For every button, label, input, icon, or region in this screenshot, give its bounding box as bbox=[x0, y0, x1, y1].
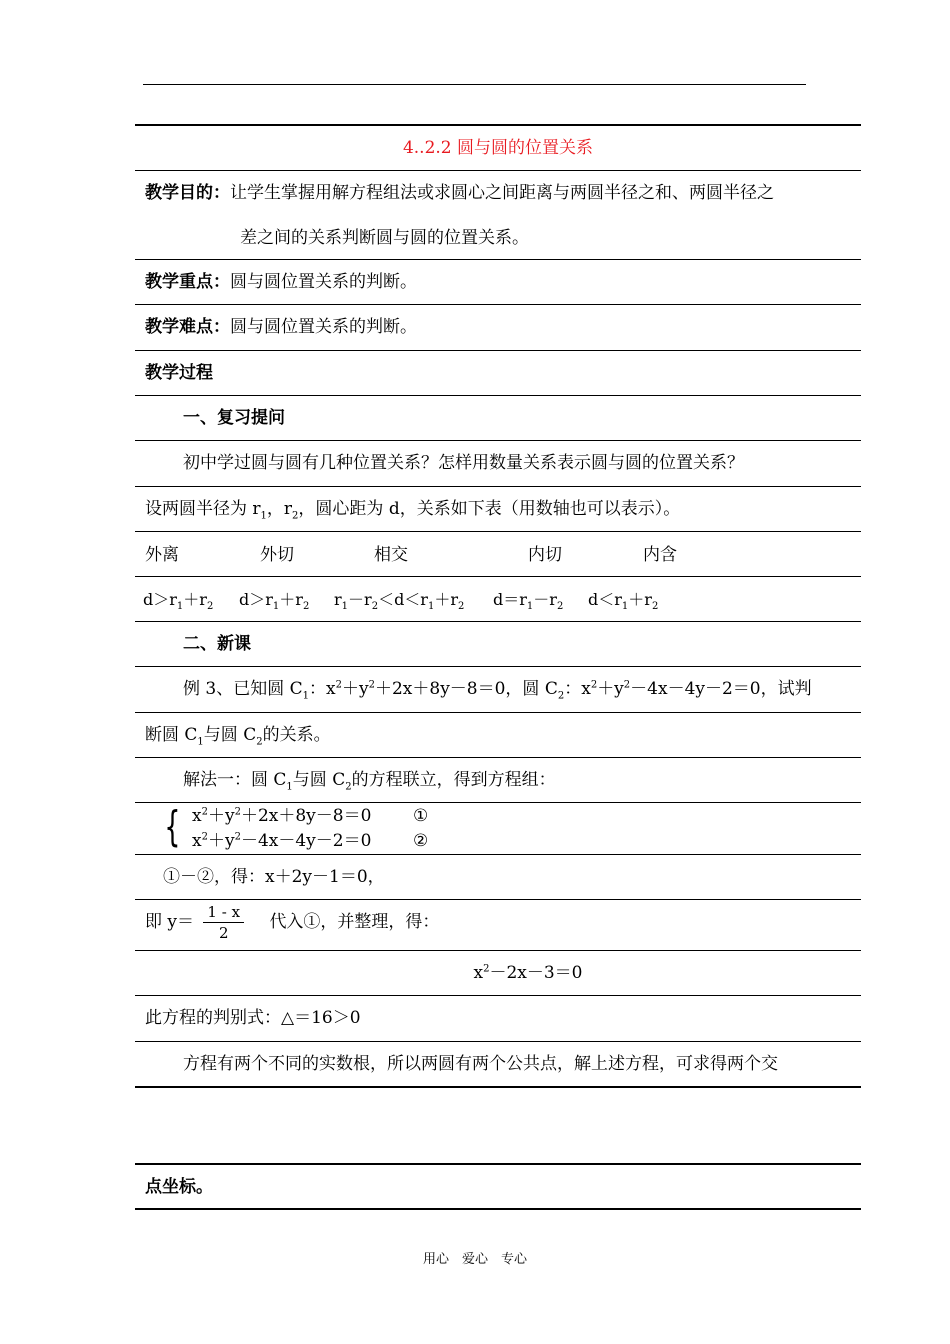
relations-row bbox=[135, 532, 861, 577]
conclusion-line-1: 方程有两个不同的实数根，所以两圆有两个公共点，解上述方程，可求得两个交 bbox=[135, 1042, 861, 1088]
method-one-text: 解法一：圆 $C_1$与圆 $C_2$的方程联立，得到方程组： bbox=[135, 758, 861, 803]
equation-2: $x^2+y^2-4x-4y-2=0$ bbox=[192, 831, 372, 851]
page-title: 4..2.2 圆与圆的位置关系 bbox=[135, 126, 861, 171]
relation-label: 内含 bbox=[643, 545, 677, 565]
objective-label: 教学目的： bbox=[145, 183, 230, 203]
section-review-heading: 一、复习提问 bbox=[135, 396, 861, 441]
review-question: 初中学过圆与圆有几种位置关系？怎样用数量关系表示圆与圆的位置关系？ bbox=[135, 441, 861, 487]
section-new-heading: 二、新课 bbox=[135, 622, 861, 667]
relation-label: 相交 bbox=[374, 545, 408, 565]
equation-1-number: ① bbox=[413, 806, 429, 826]
relation-formula: $d>r_1+r_2$ bbox=[143, 590, 214, 613]
objective-row bbox=[135, 171, 861, 260]
equation-1: $x^2+y^2+2x+8y-8=0$ bbox=[192, 806, 372, 826]
relation-formula: $d>r_1+r_2$ bbox=[239, 590, 310, 613]
process-heading: 教学过程 bbox=[135, 351, 861, 396]
example-line-1: 例 3、已知圆 $C_1$：$x^2+y^2+2x+8y-8=0$，圆 $C_2$：$x^2+y^2-4x-4y-2=0$，试判 bbox=[135, 667, 861, 713]
relation-label: 外切 bbox=[260, 545, 294, 565]
difficulty-text: 圆与圆位置关系的判断。 bbox=[230, 317, 417, 337]
relation-label: 内切 bbox=[528, 545, 562, 565]
objective-text-1: 让学生掌握用解方程组法或求圆心之间距离与两圆半径之和、两圆半径之 bbox=[230, 183, 774, 203]
relation-label: 外离 bbox=[145, 545, 179, 565]
relations-formula-row bbox=[135, 577, 861, 622]
equation-2-number: ② bbox=[413, 831, 429, 851]
footer-text: 用心 爱心 专心 bbox=[422, 1252, 527, 1267]
conclusion-line-2: 点坐标。 bbox=[135, 1165, 861, 1210]
relation-formula: $r_1-r_2<d<r_1+r_2$ bbox=[334, 590, 465, 613]
example-line-2: 断圆 $C_1$与圆 $C_2$的关系。 bbox=[135, 713, 861, 758]
equation-system bbox=[135, 803, 861, 855]
difficulty-label: 教学难点： bbox=[145, 317, 230, 337]
substitute-step: 即 y＝ $\frac{1 - x}{2}$ 代入①，并整理，得： bbox=[135, 900, 861, 951]
key-point-row bbox=[135, 260, 861, 305]
setup-text: 设两圆半径为 $r_1$，$r_2$，圆心距为 d，关系如下表（用数轴也可以表示）。 bbox=[135, 487, 861, 532]
relation-formula: $d=r_1-r_2$ bbox=[493, 590, 564, 613]
discriminant-text: 此方程的判别式：△＝16＞0 bbox=[135, 996, 861, 1042]
objective-text-2: 差之间的关系判断圆与圆的位置关系。 bbox=[240, 228, 529, 248]
header-rule bbox=[143, 84, 806, 85]
brace-icon: { bbox=[164, 802, 181, 851]
difficulty-row bbox=[135, 305, 861, 351]
relation-formula: $d<r_1+r_2$ bbox=[588, 590, 659, 613]
subtract-step: ①－②，得：x＋2y－1＝0， bbox=[135, 855, 861, 900]
key-point-label: 教学重点： bbox=[145, 272, 230, 292]
quadratic-equation: $x^2-2x-3=0$ bbox=[135, 951, 861, 996]
fraction: $\frac{1 - x}{2}$ bbox=[203, 902, 244, 943]
key-point-text: 圆与圆位置关系的判断。 bbox=[230, 272, 417, 292]
